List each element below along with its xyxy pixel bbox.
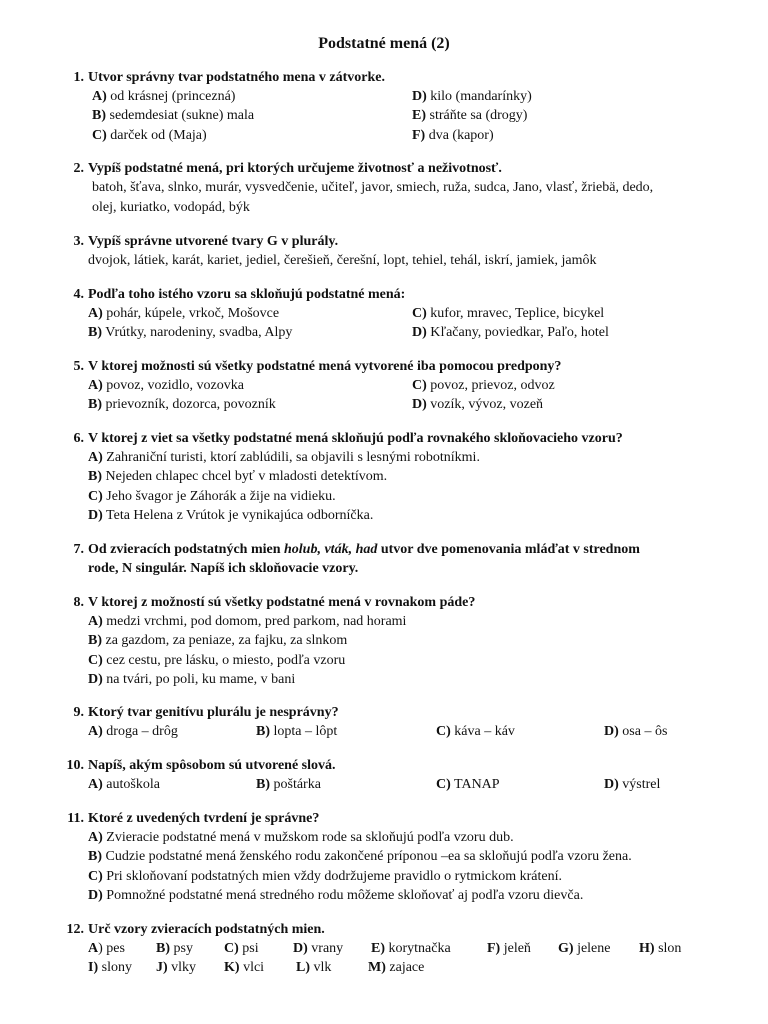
option-a: A) povoz, vozidlo, vozovka (88, 378, 244, 393)
question-number: 5. (73, 359, 84, 374)
option-b: B) Cudzie podstatné mená ženského rodu zakončené príponou –ea sa skloňujú podľa vzoru žena. (88, 849, 632, 864)
option-b: B) Nejeden chlapec chcel byť v mladosti detektívom. (88, 469, 388, 484)
question-text: Napíš, akým spôsobom sú utvorené slová. (88, 758, 336, 773)
question-number: 12. (66, 922, 84, 937)
option-d: D) vozík, vývoz, vozeň (412, 397, 544, 412)
question-number: 3. (73, 234, 84, 249)
question-text: Utvor správny tvar podstatného mena v zátvorke. (88, 70, 385, 85)
option-m: M) zajace (368, 960, 425, 975)
question-text: Vypíš podstatné mená, pri ktorých určujeme životnosť a neživotnosť. (88, 161, 502, 176)
option-d: D) Kľačany, poviedkar, Paľo, hotel (412, 325, 609, 340)
question-text: Ktoré z uvedených tvrdení je správne? (88, 811, 320, 826)
question-text: V ktorej z možností sú všetky podstatné mená v rovnakom páde? (88, 595, 476, 610)
option-f: F) jeleň (487, 941, 531, 956)
question-number: 1. (73, 70, 84, 85)
option-c: C) cez cestu, pre lásku, o miesto, podľa vzoru (88, 653, 346, 668)
option-c: C) TANAP (436, 777, 500, 792)
option-f: F) dva (kapor) (412, 128, 494, 143)
question-text: V ktorej z viet sa všetky podstatné mená skloňujú podľa rovnakého skloňovacieho vzoru? (88, 431, 623, 446)
option-b: B) Vrútky, narodeniny, svadba, Alpy (88, 325, 293, 340)
option-h: H) slon (639, 941, 682, 956)
page-title: Podstatné mená (2) (318, 35, 450, 52)
option-c: C) Pri skloňovaní podstatných mien vždy dodržujeme pravidlo o rytmickom krátení. (88, 869, 562, 884)
option-d: D) na tvári, po poli, ku mame, v bani (88, 672, 296, 687)
option-d: D) kilo (mandarínky) (412, 89, 532, 104)
question-number: 11. (67, 811, 84, 826)
question-text: Podľa toho istého vzoru sa skloňujú podstatné mená: (88, 287, 406, 302)
question-number: 9. (73, 705, 84, 720)
question-text: V ktorej možnosti sú všetky podstatné mená vytvorené iba pomocou predpony? (88, 359, 562, 374)
question-number: 7. (73, 542, 84, 557)
option-i: I) slony (88, 960, 132, 975)
question-number: 10. (66, 758, 84, 773)
option-b: B) prievozník, dozorca, povozník (88, 397, 276, 412)
question-text: Vypíš správne utvorené tvary G v plurály. (88, 234, 339, 249)
option-a: A) pohár, kúpele, vrkoč, Mošovce (88, 306, 280, 321)
option-k: K) vlci (224, 960, 265, 975)
question-number: 6. (73, 431, 84, 446)
question-text: Od zvieracích podstatných mien (88, 542, 284, 557)
option-l: L) vlk (296, 960, 332, 975)
option-a: A) autoškola (88, 777, 160, 792)
option-c: C) kufor, mravec, Teplice, bicykel (412, 306, 605, 321)
option-a: A) droga – drôg (88, 724, 178, 739)
word-list-line: dvojok, látiek, karát, kariet, jediel, čerešieň, čerešní, lopt, tehiel, tehál, iskrí, jamiek, jamôk (88, 253, 597, 268)
option-a: A) Zvieracie podstatné mená v mužskom rode sa skloňujú podľa vzoru dub. (88, 830, 514, 845)
option-d: D) osa – ôs (604, 724, 668, 739)
option-c: C) káva – káv (436, 724, 515, 739)
option-a: A) od krásnej (princezná) (92, 89, 236, 104)
option-b: B) sedemdesiat (sukne) mala (92, 108, 255, 123)
question-number: 4. (73, 287, 84, 302)
question-number: 8. (73, 595, 84, 610)
option-c: C) povoz, prievoz, odvoz (412, 378, 555, 393)
question-text: Urč vzory zvieracích podstatných mien. (88, 922, 325, 937)
option-b: B) poštárka (256, 777, 321, 792)
option-b: B) za gazdom, za peniaze, za fajku, za slnkom (88, 633, 348, 648)
question-text: Ktorý tvar genitívu plurálu je nesprávny? (88, 705, 339, 720)
option-d: D) vrany (293, 941, 344, 956)
option-d: D) Teta Helena z Vrútok je vynikajúca odborníčka. (88, 508, 374, 523)
option-a: A) pes (88, 941, 125, 956)
option-d: D) Pomnožné podstatné mená stredného rodu môžeme skloňovať aj podľa vzoru dievča. (88, 888, 584, 903)
option-c: C) darček od (Maja) (92, 128, 207, 143)
option-e: E) korytnačka (371, 941, 451, 956)
question-text: utvor dve pomenovania mláďat v strednom (377, 542, 640, 557)
word-list-line: batoh, šťava, slnko, murár, vysvedčenie, učiteľ, javor, smiech, ruža, sudca, Jano, vlasť, žriebä, dedo, (92, 180, 654, 195)
option-b: B) psy (156, 941, 193, 956)
question-text-line-2: rode, N singulár. Napíš ich skloňovacie vzory. (88, 561, 359, 576)
option-c: C) psi (224, 941, 259, 956)
option-g: G) jelene (558, 941, 611, 956)
option-a: A) medzi vrchmi, pod domom, pred parkom, nad horami (88, 614, 407, 629)
option-a: A) Zahraniční turisti, ktorí zablúdili, sa objavili s lesnými robotníkmi. (88, 450, 480, 465)
option-d: D) výstrel (604, 777, 661, 792)
option-b: B) lopta – lôpt (256, 724, 338, 739)
word-list-line: olej, kuriatko, vodopád, býk (92, 200, 250, 215)
option-j: J) vlky (156, 960, 197, 975)
option-e: E) stráňte sa (drogy) (412, 108, 528, 123)
question-text-italic: holub, vták, had (284, 542, 378, 557)
option-c: C) Jeho švagor je Záhorák a žije na vidieku. (88, 489, 336, 504)
question-number: 2. (73, 161, 84, 176)
